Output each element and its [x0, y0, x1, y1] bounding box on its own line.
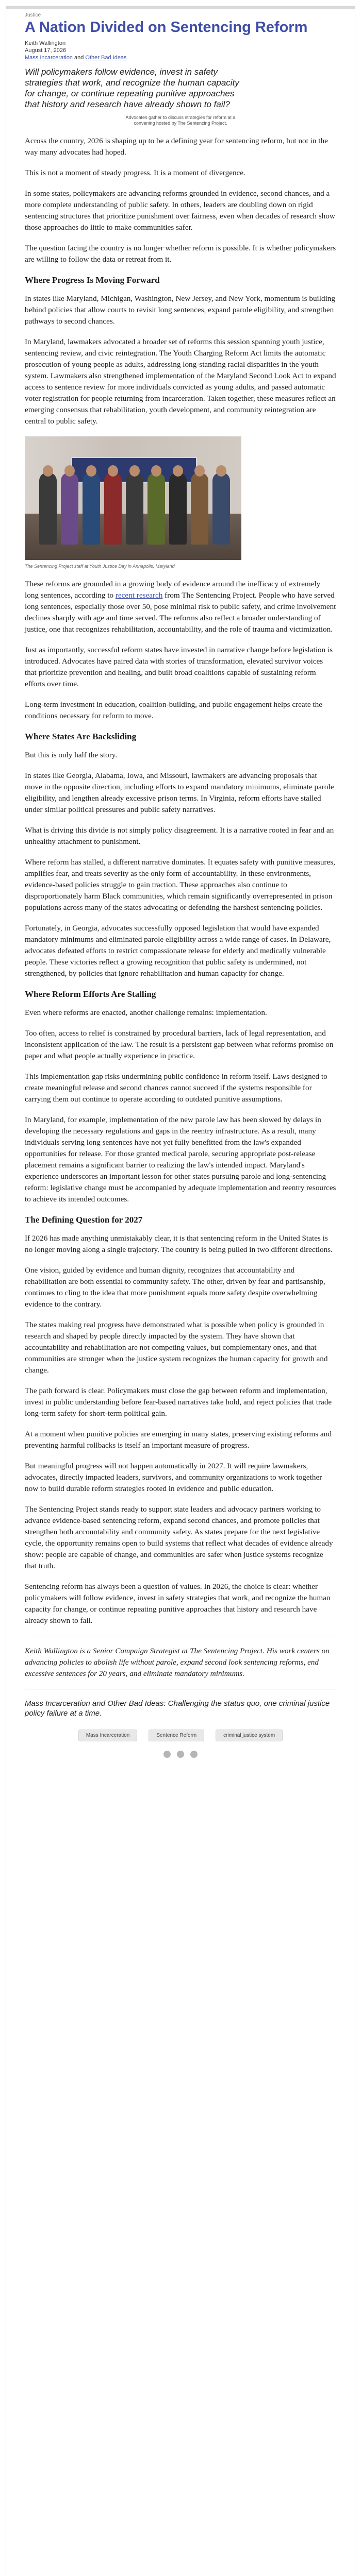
byline-links: Mass Incarceration and Other Bad Ideas: [25, 55, 127, 61]
photo-person: [126, 472, 143, 545]
body-paragraph: Across the country, 2026 is shaping up to be a defining year for sentencing reform, but not in the way many advocates had hoped.: [25, 137, 328, 157]
photo-person: [191, 472, 208, 545]
body-paragraph: In states like Maryland, Michigan, Washington, New Jersey, and New York, momentum is building behind policies that allow courts to revisit long sentences, expand parole eligibility, and strengthen pathways to second chances.: [25, 294, 335, 326]
body-paragraph: If 2026 has made anything unmistakably clear, it is that sentencing reform in the United States is no longer moving along a single trajectory. The country is being pulled in two different directions.: [25, 1234, 333, 1254]
pull-quote: Will policymakers follow evidence, invest in safety strategies that work, and recognize the human capacity for change, or continue repeating punitive approaches that history and research have already shown to fail?: [25, 67, 239, 109]
article-title: A Nation Divided on Sentencing Reform: [25, 19, 308, 36]
photo-caption: The Sentencing Project staff at Youth Justice Day in Annapolis, Maryland: [25, 564, 175, 569]
body-paragraph: This is not a moment of steady progress. It is a moment of divergence.: [25, 168, 245, 177]
publish-date: August 17, 2026: [25, 47, 67, 54]
body-paragraph: The path forward is clear. Policymakers must close the gap between reform and implementation, invest in public understanding before fear-based narratives take hold, and reject policies that trade long-term safety for short-term political gain.: [25, 1386, 332, 1418]
photo-person: [83, 472, 100, 545]
photo-person-head: [64, 465, 75, 477]
photo-person-head: [129, 465, 140, 477]
body-paragraph: In some states, policymakers are advancing reforms grounded in evidence, second chances, and a more complete understanding of public safety. In others, leaders are doubling down on rigid sentencing structures that prioritize punishment over fairness, even when decades of research show those approaches do little to make communities safer.: [25, 189, 335, 232]
body-paragraph: But meaningful progress will not happen automatically in 2027. It will require lawmakers, advocates, directly impacted leaders, survivors, and community organizations to work together now to build durable reform strategies rooted in evidence and public education.: [25, 1462, 322, 1493]
body-paragraph: The states making real progress have demonstrated what is possible when policy is grounded in research and shaped by people directly impacted by the system. They have shown that accountability and rehabilitation are not competing values, but complementary ones, and that communities are stronger when the justice system recognizes the human capacity for growth and change.: [25, 1320, 328, 1375]
body-paragraph: Long-term investment in education, coalition-building, and public engagement helps create the conditions necessary for reform to move.: [25, 700, 322, 720]
byline-link-other-bad-ideas[interactable]: Other Bad Ideas: [85, 55, 127, 61]
body-paragraph: Where reform has stalled, a different narrative dominates. It equates safety with punitive measures, amplifies fear, and treats severity as the only form of accountability. In these environments, evidence-based policies struggle to gain traction. These approaches also continue to disproportionately harm Black communities, which remain significantly overrepresented in prison populations across many of the states advocating or defending the harshest sentencing policies.: [25, 858, 335, 912]
body-paragraph: [25, 579, 336, 635]
section-heading: The Defining Question for 2027: [25, 1215, 143, 1225]
photo-person-head: [173, 465, 183, 477]
tag-criminal-justice-system[interactable]: criminal justice system: [216, 1730, 283, 1741]
body-paragraph: At a moment when punitive policies are emerging in many states, preserving existing reforms and preventing harmful rollbacks is itself an important measure of progress.: [25, 1430, 332, 1450]
author-bio: Keith Wallington is a Senior Campaign Strategist at The Sentencing Project. His work centers on advancing policies to abolish life without parole, expand second look sentencing reforms, end excessive sentences for 20 years, and eliminate mandatory minimums.: [25, 1647, 330, 1678]
share-bar: [25, 1751, 336, 1758]
facebook-icon[interactable]: [163, 1751, 171, 1758]
photo-person-head: [216, 465, 226, 477]
photo-person: [147, 472, 165, 545]
paragraph-text: from The Sentencing Project. People who have served long sentences, especially those over 50, pose minimal risk to public safety, and crime involvement declines sharply with age and time served. The reforms also reflect a broader understanding of justice, one that recognizes rehabilitation, accountability, and the role of trauma and victimization.: [25, 591, 336, 634]
tag-sentence-reform[interactable]: Sentence Reform: [149, 1730, 204, 1741]
body-paragraph: In states like Georgia, Alabama, Iowa, and Missouri, lawmakers are advancing proposals that move in the opposite direction, including efforts to expand mandatory minimums, eliminate parole eligibility, and lengthen already excessive prison terms. In Virginia, reform efforts have stalled under similar political pressures and public safety narratives.: [25, 771, 334, 814]
inline-link-recent-research[interactable]: recent research: [115, 591, 163, 600]
body-paragraph: In Maryland, for example, implementation of the new parole law has been slowed by delays in developing the necessary regulations and gaps in the reentry infrastructure. As a result, many individuals serving long sentences have not yet fully benefitted from the law's expanded opportunities for release. For those granted medical parole, securing appropriate post-release placement remains a significant barrier to realizing the law's intended impact. Maryland's experience underscores an important lesson for other states pursuing parole and long-sentencing reform: legislative change must be accompanied by adequate implementation and reentry resources to achieve its intended outcomes.: [25, 1115, 336, 1204]
photo-person: [169, 472, 187, 545]
body-paragraph: But this is only half the story.: [25, 751, 118, 759]
photo-person-head: [194, 465, 205, 477]
photo-person-head: [151, 465, 161, 477]
photo-person: [61, 472, 78, 545]
author-name: Keith Wallington: [25, 40, 66, 46]
article-body: [25, 135, 336, 1626]
body-paragraph: The question facing the country is no longer whether reform is possible. It is whether policymakers are willing to follow the data or retreat from it.: [25, 244, 336, 264]
section-heading: Where Progress Is Moving Forward: [25, 275, 160, 285]
section-heading: Where Reform Efforts Are Stalling: [25, 989, 156, 999]
photo-person: [39, 472, 57, 545]
body-paragraph: The Sentencing Project stands ready to support state leaders and advocacy partners working to advance evidence-based sentencing reform, expand second chances, and promote policies that strengthen both accountability and community safety. As states prepare for the next legislative cycle, the opportunity remains open to build systems that reflect what decades of evidence already show: people are capable of change, and communities are safer when justice systems recognize that truth.: [25, 1505, 333, 1570]
article-kicker: Justice: [25, 12, 41, 18]
photo-person-head: [86, 465, 96, 477]
photo-person: [104, 472, 122, 545]
byline-link-mass-incarceration[interactable]: Mass Incarceration: [25, 55, 73, 61]
body-paragraph: In Maryland, lawmakers advocated a broader set of reforms this session spanning youth justice, sentencing review, and civic reintegration. The Youth Charging Reform Act limits the automatic prosecution of young people as adults, addressing long-standing racial disparities in the youth system. Lawmakers also strengthened implementation of the Maryland Second Look Act to expand access to sentence review for more individuals convicted as young adults, and passed automatic voter registration for people returning from incarceration. Taken together, these measures reflect an emerging consensus that rehabilitation, youth development, and community reintegration are central to public safety.: [25, 337, 336, 426]
tag-mass-incarceration[interactable]: Mass Incarceration: [78, 1730, 137, 1741]
body-paragraph: Too often, access to relief is constrained by procedural barriers, lack of legal representation, and inconsistent application of the law. The result is a persistent gap between what reforms promise on paper and what people actually experience in practice.: [25, 1029, 334, 1060]
article-photo: [25, 436, 241, 560]
article-content: [25, 12, 336, 1758]
body-paragraph: This implementation gap risks undermining public confidence in reform itself. Laws designed to create meaningful release and second chances cannot succeed if the systems responsible for carrying them out continue to operate according to outdated punitive assumptions.: [25, 1072, 327, 1104]
body-paragraph: Even where reforms are enacted, another challenge remains: implementation.: [25, 1008, 267, 1017]
article-frame: [6, 6, 355, 2576]
twitter-icon[interactable]: [177, 1751, 184, 1758]
tag-list: [25, 1730, 336, 1741]
top-bar: [6, 6, 355, 9]
byline: [25, 40, 336, 61]
photo-person-head: [43, 465, 53, 477]
email-icon[interactable]: [190, 1751, 198, 1758]
photo-person-head: [108, 465, 118, 477]
body-paragraph: One vision, guided by evidence and human dignity, recognizes that accountability and rehabilitation are both essential to community safety. The other, driven by fear and partisanship, continues to cling to the idea that more punishment equals more safety despite overwhelming evidence to the contrary.: [25, 1266, 325, 1309]
body-paragraph: Fortunately, in Georgia, advocates successfully opposed legislation that would have expanded mandatory minimums and eliminated parole eligibility across a wide range of cases. In Delaware, advocates defeated efforts to restrict compassionate release for elderly and medically vulnerable people. These victories reflect a growing recognition that public safety is undermined, not strengthened, by policies that ignore rehabilitation and human capacity for change.: [25, 924, 331, 978]
series-note: Mass Incarceration and Other Bad Ideas: Challenging the status quo, one criminal justice policy failure at a time.: [25, 1699, 330, 1718]
body-paragraph: Sentencing reform has always been a question of values. In 2026, the choice is clear: whether policymakers will follow evidence, invest in safety strategies that work, and recognize the human capacity for change, or continue repeating punitive approaches that history and research have already shown to fail.: [25, 1582, 331, 1625]
body-paragraph: What is driving this divide is not simply policy disagreement. It is a narrative rooted in fear and an unhealthy attachment to punishment.: [25, 826, 334, 846]
section-heading: Where States Are Backsliding: [25, 732, 137, 741]
body-paragraph: Just as importantly, successful reform states have invested in narrative change before legislation is introduced. Advocates have paired data with stories of transformation, elevated survivor voices that prioritize prevention and healing, and built broad coalitions capable of sustaining reform efforts over time.: [25, 646, 333, 688]
photo-person: [212, 472, 230, 545]
convening-note: Advocates gather to discuss strategies for reform at a convening hosted by The Sentencing Project.: [125, 115, 236, 126]
paragraph-text: These reforms are grounded in a growing body of evidence around the inefficacy of extremely long sentences, according to: [25, 580, 321, 600]
